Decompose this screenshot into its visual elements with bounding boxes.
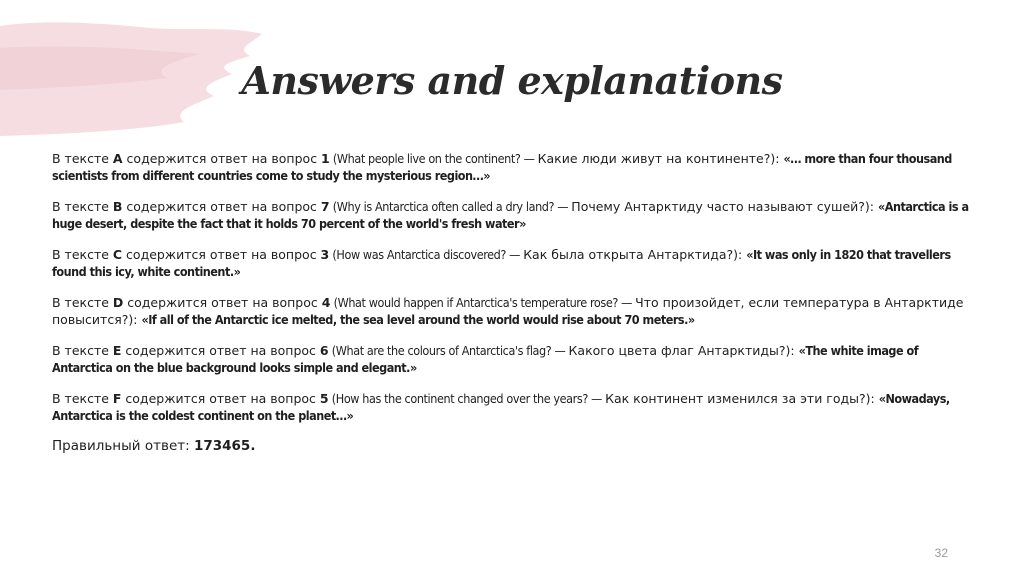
question-english: (How has the continent changed over the years? — bbox=[328, 391, 606, 406]
text-letter: A bbox=[112, 151, 123, 166]
paragraph-mid: содержится ответ на вопрос bbox=[121, 391, 320, 406]
paragraph-prefix: В тексте bbox=[52, 343, 113, 358]
paragraph-mid: содержится ответ на вопрос bbox=[122, 199, 321, 214]
explanation-paragraph-d bbox=[52, 294, 972, 328]
question-english: (Why is Antarctica often called a dry land? — bbox=[329, 199, 572, 214]
paragraph-mid: содержится ответ на вопрос bbox=[122, 247, 321, 262]
question-english: (What would happen if Antarctica's temperature rose? — bbox=[330, 295, 636, 310]
question-russian: Какого цвета флаг Антарктиды?): bbox=[568, 343, 799, 358]
correct-answer-label: Правильный ответ: bbox=[52, 438, 194, 454]
paragraph-mid: содержится ответ на вопрос bbox=[121, 343, 320, 358]
answer-quote: «If all of the Antarctic ice melted, the sea level around the world would rise about 70 meters.» bbox=[141, 312, 695, 327]
answer-quote: «The white image of Antarctica on the blue background looks simple and elegant.» bbox=[52, 343, 919, 375]
question-russian: Какие люди живут на континенте?): bbox=[537, 151, 784, 166]
correct-answer bbox=[52, 438, 972, 455]
answer-quote: «… more than four thousand scientists from different countries come to study the mysterious region…» bbox=[52, 151, 952, 183]
question-russian: Что произойдет, если температура в Антарктиде повысится?): bbox=[52, 295, 964, 327]
page-number: 32 bbox=[934, 546, 948, 560]
paragraph-prefix: В тексте bbox=[52, 199, 113, 214]
paragraph-prefix: В тексте bbox=[52, 391, 113, 406]
question-number: 7 bbox=[320, 199, 330, 214]
answer-quote: «Antarctica is a huge desert, despite the fact that it holds 70 percent of the world's fresh water» bbox=[52, 199, 969, 231]
answer-quote: «Nowadays, Antarctica is the coldest continent on the planet…» bbox=[52, 391, 950, 423]
paragraph-prefix: В тексте bbox=[52, 151, 113, 166]
question-russian: Почему Антарктиду часто называют сушей?): bbox=[571, 199, 878, 214]
slide-title: Answers and explanations bbox=[241, 58, 783, 103]
explanation-paragraph-e bbox=[52, 342, 972, 376]
question-number: 3 bbox=[320, 247, 330, 262]
explanations-body bbox=[52, 150, 972, 455]
question-number: 4 bbox=[321, 295, 331, 310]
text-letter: E bbox=[112, 343, 122, 358]
explanation-paragraph-f bbox=[52, 390, 972, 424]
explanation-paragraph-b bbox=[52, 198, 972, 232]
text-letter: D bbox=[112, 295, 124, 310]
question-number: 6 bbox=[319, 343, 329, 358]
paragraph-prefix: В тексте bbox=[52, 247, 113, 262]
explanation-paragraph-a bbox=[52, 150, 972, 184]
correct-answer-value: 173465. bbox=[193, 438, 256, 454]
paragraph-mid: содержится ответ на вопрос bbox=[123, 295, 322, 310]
question-russian: Как была открыта Антарктида?): bbox=[523, 247, 747, 262]
question-russian: Как континент изменился за эти годы?): bbox=[605, 391, 879, 406]
text-letter: F bbox=[112, 391, 122, 406]
text-letter: B bbox=[112, 199, 123, 214]
paragraph-prefix: В тексте bbox=[52, 295, 113, 310]
explanation-paragraph-c bbox=[52, 246, 972, 280]
answer-quote: «It was only in 1820 that travellers found this icy, white continent.» bbox=[52, 247, 951, 279]
paragraph-mid: содержится ответ на вопрос bbox=[122, 151, 322, 166]
text-letter: C bbox=[112, 247, 123, 262]
question-number: 5 bbox=[319, 391, 329, 406]
question-english: (What people live on the continent? — bbox=[329, 151, 538, 166]
question-number: 1 bbox=[321, 151, 330, 166]
question-english: (What are the colours of Antarctica's flag? — bbox=[328, 343, 569, 358]
question-english: (How was Antarctica discovered? — bbox=[329, 247, 524, 262]
